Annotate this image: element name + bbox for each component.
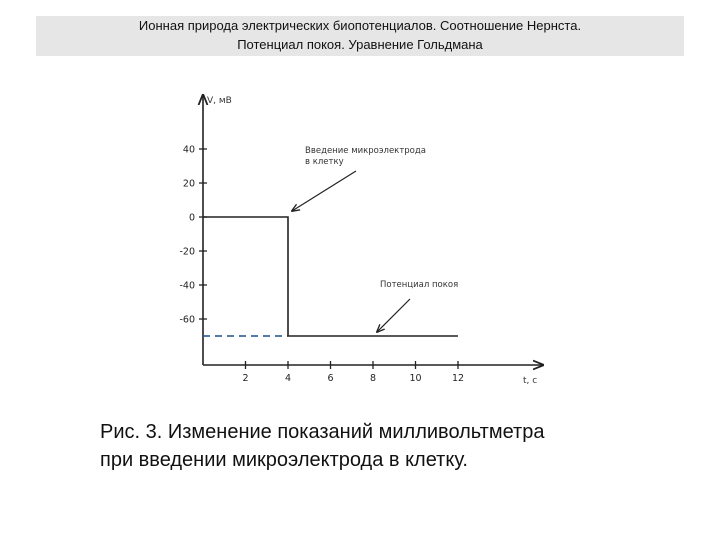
header-line-2: Потенциал покоя. Уравнение Гольдмана bbox=[237, 37, 483, 52]
y-tick-label: -40 bbox=[179, 280, 195, 292]
y-tick-label: 40 bbox=[182, 144, 195, 156]
x-tick-label: 8 bbox=[369, 373, 377, 384]
caption-line-1: Рис. 3. Изменение показаний милливольтметра bbox=[100, 421, 545, 443]
x-tick-label: 2 bbox=[242, 373, 249, 384]
annotation-arrow bbox=[292, 171, 356, 211]
y-tick-label: -60 bbox=[179, 314, 195, 326]
y-tick-label: 0 bbox=[188, 212, 195, 224]
series-line bbox=[203, 217, 458, 336]
header-line-1: Ионная природа электрических биопотенциалов. Соотношение Нернста. bbox=[138, 18, 582, 33]
x-tick-label: 4 bbox=[284, 373, 292, 384]
x-tick-label: 10 bbox=[409, 373, 422, 384]
y-tick-label: -20 bbox=[179, 246, 195, 258]
x-axis-label: t, c bbox=[523, 376, 538, 386]
x-tick-label: 6 bbox=[327, 373, 334, 384]
annotation-label: в клетку bbox=[305, 157, 344, 167]
figure-caption bbox=[100, 418, 544, 474]
slide-header bbox=[36, 16, 684, 56]
y-axis-label: V, мВ bbox=[207, 96, 232, 106]
annotation-label: Потенциал покоя bbox=[380, 280, 459, 290]
y-tick-label: 20 bbox=[182, 178, 195, 190]
x-tick-label: 12 bbox=[451, 373, 465, 384]
caption-line-2: при введении микроэлектрода в клетку. bbox=[100, 449, 468, 471]
membrane-potential-chart bbox=[160, 85, 550, 400]
annotation-label: Введение микроэлектрода bbox=[305, 146, 426, 156]
annotation-arrow bbox=[377, 299, 410, 332]
